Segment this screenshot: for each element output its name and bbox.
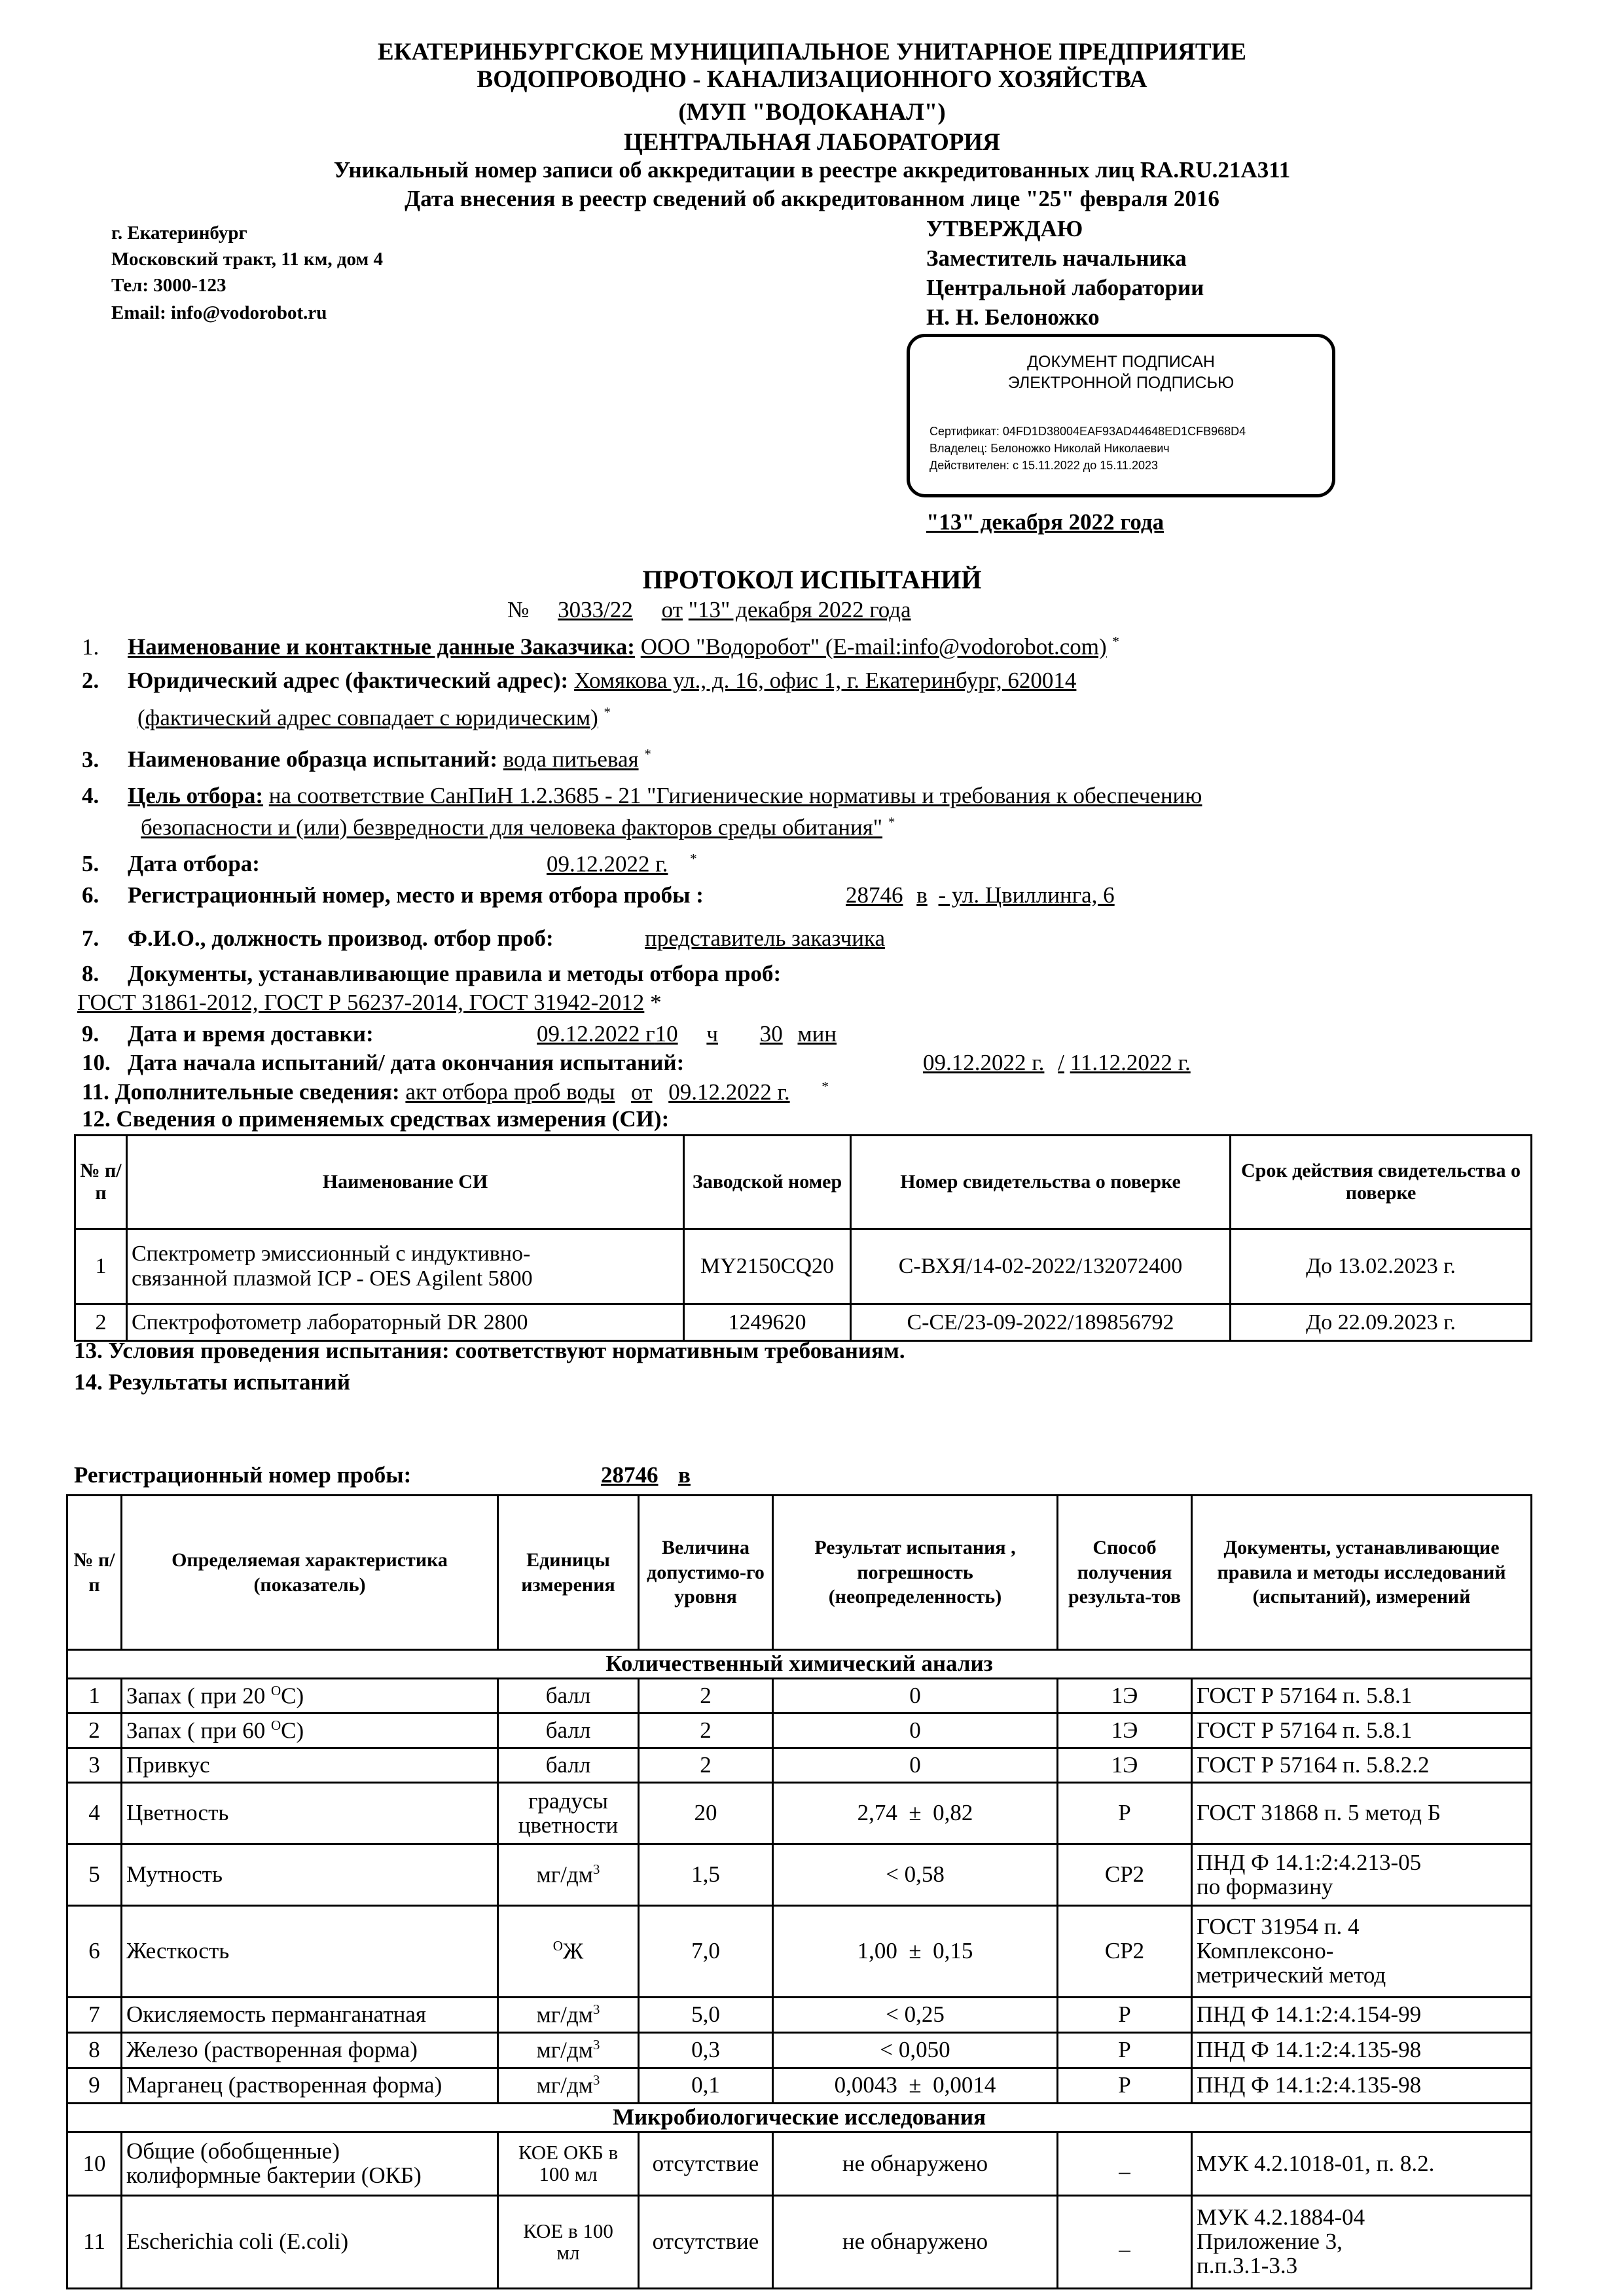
item-6-letter: в xyxy=(916,882,928,908)
item-5-value: 09.12.2022 г. xyxy=(547,851,668,877)
res-header-unit: Единицы измерения xyxy=(498,1496,639,1650)
sample-reg-letter: в xyxy=(678,1462,691,1488)
item-5: 5. Дата отбора: xyxy=(82,851,260,876)
item-13: 13. Условия проведения испытания: соответствуют нормативным требованиям. xyxy=(74,1338,905,1363)
table-row: 10 Общие (обобщенные) колиформные бактерии (ОКБ) КОЕ ОКБ в 100 мл отсутствие не обнаружено _ МУК 4.2.1018-01, п. 8.2. xyxy=(67,2132,1532,2196)
item-10-start: 09.12.2022 г. xyxy=(923,1050,1045,1075)
item-4: 4. Цель отбора: на соответствие СанПиН 1.2.3685 - 21 "Гигиенические нормативы и требования к обеспечению xyxy=(82,783,1202,808)
protocol-number: 3033/22 xyxy=(558,597,633,622)
accreditation-date: Дата внесения в реестр сведений об аккредитованном лице "25" февраля 2016 xyxy=(405,186,1219,211)
table-row: 1 Спектрометр эмиссионный с индуктивно- связанной плазмой ICP - OES Agilent 5800 MY2150CQ20 С-ВХЯ/14-02-2022/132072400 До 13.02.2023 г. xyxy=(75,1229,1532,1304)
item-9-hour: 10 xyxy=(655,1021,678,1047)
item-12: 12. Сведения о применяемых средствах измерения (СИ): xyxy=(82,1106,670,1132)
table-row: 2 Спектрофотометр лабораторный DR 2800 1249620 С-СЕ/23-09-2022/189856792 До 22.09.2023 г. xyxy=(75,1304,1532,1341)
item-6-reg-number: 28746 xyxy=(846,882,903,908)
approval-name: Н. Н. Белоножко xyxy=(926,304,1100,330)
item-4-value-2: безопасности и (или) безвредности для человека факторов среды обитания" xyxy=(141,814,883,840)
item-7: 7. Ф.И.О., должность производ. отбор проб: xyxy=(82,925,554,951)
item-3: 3. Наименование образца испытаний: вода питьевая * xyxy=(82,746,651,772)
res-header-n: № п/п xyxy=(67,1496,122,1650)
table-row: 9 Марганец (растворенная форма) $мг/дм^3$ 0,1 0,0043 ± 0,0014 Р ПНД Ф 14.1:2:4.135-98 xyxy=(67,2068,1532,2104)
section-chemical: Количественный химический анализ xyxy=(67,1650,1532,1679)
si-header-n: № п/п xyxy=(75,1136,127,1229)
si-header-serial: Заводской номер xyxy=(684,1136,851,1229)
si-header-name: Наименование СИ xyxy=(127,1136,684,1229)
res-header-char: Определяемая характеристика (показатель) xyxy=(122,1496,498,1650)
si-header-row xyxy=(75,1136,1532,1229)
item-11: 11. Дополнительные сведения: акт отбора проб воды от 09.12.2022 г. * xyxy=(82,1079,829,1105)
stamp-validity: Действителен: с 15.11.2022 до 15.11.2023 xyxy=(929,459,1159,472)
protocol-number-line xyxy=(507,597,911,623)
sample-reg-number: 28746 xyxy=(601,1462,659,1488)
item-6-label: Регистрационный номер, место и время отбора пробы : xyxy=(128,882,704,908)
results-header-row xyxy=(67,1496,1532,1650)
si-name: Спектрометр эмиссионный с индуктивно- связанной плазмой ICP - OES Agilent 5800 xyxy=(127,1229,684,1304)
address-phone: Тел: 3000-123 xyxy=(111,275,226,296)
item-8-value-wrap: ГОСТ 31861-2012, ГОСТ Р 56237-2014, ГОСТ 31942-2012 * xyxy=(77,990,662,1015)
item-5-value-wrap: 09.12.2022 г. * xyxy=(547,851,697,877)
item-11-date: 09.12.2022 г. xyxy=(668,1079,790,1105)
lab-name: ЦЕНТРАЛЬНАЯ ЛАБОРАТОРИЯ xyxy=(624,129,1000,156)
address-email: Email: info@vodorobot.ru xyxy=(111,302,327,323)
item-4-value: на соответствие СанПиН 1.2.3685 - 21 "Гигиенические нормативы и требования к обеспечению xyxy=(268,783,1202,808)
item-10-values xyxy=(923,1050,1191,1076)
item-8: 8. Документы, устанавливающие правила и методы отбора проб: xyxy=(82,961,782,986)
res-header-limit: Величина допустимо-го уровня xyxy=(639,1496,773,1650)
test-results-table xyxy=(66,1494,1532,2289)
item-7-value: представитель заказчика xyxy=(645,925,886,951)
item-6-place: - ул. Цвиллинга, 6 xyxy=(938,882,1115,908)
item-4-label: Цель отбора: xyxy=(128,783,264,808)
approval-position-2: Центральной лаборатории xyxy=(926,275,1204,300)
accreditation-number: Уникальный номер записи об аккредитации в реестре аккредитованных лиц RA.RU.21А311 xyxy=(333,157,1291,183)
org-short-name: (МУП "ВОДОКАНАЛ") xyxy=(678,99,946,126)
org-name-line1: ЕКАТЕРИНБУРГСКОЕ МУНИЦИПАЛЬНОЕ УНИТАРНОЕ ПРЕДПРИЯТИЕ xyxy=(378,39,1246,65)
item-9-values xyxy=(537,1021,837,1047)
table-row: 11 Escherichia coli (E.coli) КОЕ в 100 мл отсутствие не обнаружено _ МУК 4.2.1884-04 Приложение 3, п.п.3.1-3.3 xyxy=(67,2196,1532,2289)
approval-position-1: Заместитель начальника xyxy=(926,245,1187,271)
table-row: 5 Мутность $мг/дм^3$ 1,5 < 0,58 СР2 ПНД Ф 14.1:2:4.213-05 по формазину xyxy=(67,1844,1532,1906)
item-11-from: от xyxy=(631,1079,653,1105)
item-10-end: 11.12.2022 г. xyxy=(1070,1050,1191,1075)
electronic-signature-stamp xyxy=(907,334,1335,497)
item-2-value: Хомякова ул., д. 16, офис 1, г. Екатеринбург, 620014 xyxy=(573,668,1077,693)
protocol-title: ПРОТОКОЛ ИСПЫТАНИЙ xyxy=(642,565,982,594)
item-2: 2. Юридический адрес (фактический адрес): Хомякова ул., д. 16, офис 1, г. Екатеринбург, 620014 xyxy=(82,668,1077,693)
item-10-label: Дата начала испытаний/ дата окончания испытаний: xyxy=(128,1050,685,1075)
item-2-note-text: (фактический адрес совпадает с юридическим) xyxy=(137,704,598,730)
item-6: 6. Регистрационный номер, место и время отбора пробы : xyxy=(82,882,704,908)
table-row: 7 Окисляемость перманганатная $мг/дм^3$ 5,0 < 0,25 Р ПНД Ф 14.1:2:4.154-99 xyxy=(67,1998,1532,2033)
item-2-label: Юридический адрес (фактический адрес): xyxy=(128,668,569,693)
table-row: 3 Привкус балл 2 0 1Э ГОСТ Р 57164 п. 5.8.2.2 xyxy=(67,1748,1532,1783)
item-9-hour-unit: ч xyxy=(706,1021,718,1047)
item-3-value: вода питьевая xyxy=(503,746,639,772)
item-1-value: ООО "Водоробот" (E-mail:info@vodorobot.com) xyxy=(640,634,1107,660)
item-4-continued: безопасности и (или) безвредности для человека факторов среды обитания" * xyxy=(141,814,895,840)
item-9-minutes: 30 xyxy=(759,1021,783,1047)
res-header-method: Способ получения результа-тов xyxy=(1058,1496,1192,1650)
item-7-value-wrap xyxy=(645,925,885,952)
item-9-date: 09.12.2022 г xyxy=(537,1021,655,1047)
protocol-number-prefix: № xyxy=(507,597,530,622)
org-name-line2: ВОДОПРОВОДНО - КАНАЛИЗАЦИОННОГО ХОЗЯЙСТВА xyxy=(477,66,1147,93)
stamp-owner: Владелец: Белоножко Николай Николаевич xyxy=(929,442,1170,455)
address-city: г. Екатеринбург xyxy=(111,223,247,243)
item-11-value: акт отбора проб воды xyxy=(405,1079,615,1105)
item-1-label: Наименование и контактные данные Заказчика: xyxy=(128,634,635,660)
protocol-date-prefix: от xyxy=(661,597,683,622)
table-row: 4 Цветность градусы цветности 20 2,74 ± 0,82 Р ГОСТ 31868 п. 5 метод Б xyxy=(67,1783,1532,1844)
item-5-label: Дата отбора: xyxy=(128,851,260,876)
address-street: Московский тракт, 11 км, дом 4 xyxy=(111,249,383,270)
approval-date: "13" декабря 2022 года xyxy=(926,509,1164,535)
item-8-value: ГОСТ 31861-2012, ГОСТ Р 56237-2014, ГОСТ 31942-2012 xyxy=(77,990,645,1015)
stamp-line-2: ЭЛЕКТРОННОЙ ПОДПИСЬЮ xyxy=(1007,374,1235,392)
item-2-note: (фактический адрес совпадает с юридическим) * xyxy=(82,704,611,731)
item-11-label: Дополнительные сведения: xyxy=(115,1079,400,1105)
item-10-separator: / xyxy=(1058,1050,1064,1075)
measuring-instruments-table xyxy=(74,1134,1532,1342)
table-row: 2 Запах ( при 60 $^О$С) балл 2 0 1Э ГОСТ Р 57164 п. 5.8.1 xyxy=(67,1713,1532,1748)
stamp-line-1: ДОКУМЕНТ ПОДПИСАН xyxy=(1027,353,1215,371)
res-header-docs: Документы, устанавливающие правила и методы исследований (испытаний), измерений xyxy=(1192,1496,1532,1650)
item-1: 1. Наименование и контактные данные Заказчика: ООО "Водоробот" (E-mail:info@vodorobot.com) * xyxy=(82,634,1119,660)
section-microbiological: Микробиологические исследования xyxy=(67,2104,1532,2132)
item-3-label: Наименование образца испытаний: xyxy=(128,746,497,772)
item-9-label: Дата и время доставки: xyxy=(128,1021,374,1047)
item-14: 14. Результаты испытаний xyxy=(74,1369,351,1395)
approval-title: УТВЕРЖДАЮ xyxy=(926,216,1083,242)
item-9: 9. Дата и время доставки: xyxy=(82,1021,374,1047)
si-header-valid: Срок действия свидетельства о поверке xyxy=(1231,1136,1532,1229)
item-8-label: Документы, устанавливающие правила и методы отбора проб: xyxy=(128,961,782,986)
sample-reg-label: Регистрационный номер пробы: xyxy=(74,1462,412,1488)
item-6-values xyxy=(846,882,1115,908)
table-row: 8 Железо (растворенная форма) $мг/дм^3$ 0,3 < 0,050 Р ПНД Ф 14.1:2:4.135-98 xyxy=(67,2033,1532,2068)
item-11-num: 11. xyxy=(82,1079,109,1105)
item-9-minutes-unit: мин xyxy=(797,1021,837,1047)
item-7-label: Ф.И.О., должность производ. отбор проб: xyxy=(128,925,554,951)
res-header-result: Результат испытания , погрешность (неопределенность) xyxy=(773,1496,1058,1650)
si-header-cert: Номер свидетельства о поверке xyxy=(851,1136,1231,1229)
table-row: 6 Жесткость $^О$Ж 7,0 1,00 ± 0,15 СР2 ГОСТ 31954 п. 4 Комплексоно- метрический метод xyxy=(67,1906,1532,1998)
protocol-date: "13" декабря 2022 года xyxy=(688,597,911,622)
table-row: 1 Запах ( при 20 $^О$С) балл 2 0 1Э ГОСТ Р 57164 п. 5.8.1 xyxy=(67,1679,1532,1713)
stamp-certificate: Сертификат: 04FD1D38004EAF93AD44648ED1CFB968D4 xyxy=(929,425,1246,438)
item-10: 10. Дата начала испытаний/ дата окончания испытаний: xyxy=(82,1050,685,1075)
